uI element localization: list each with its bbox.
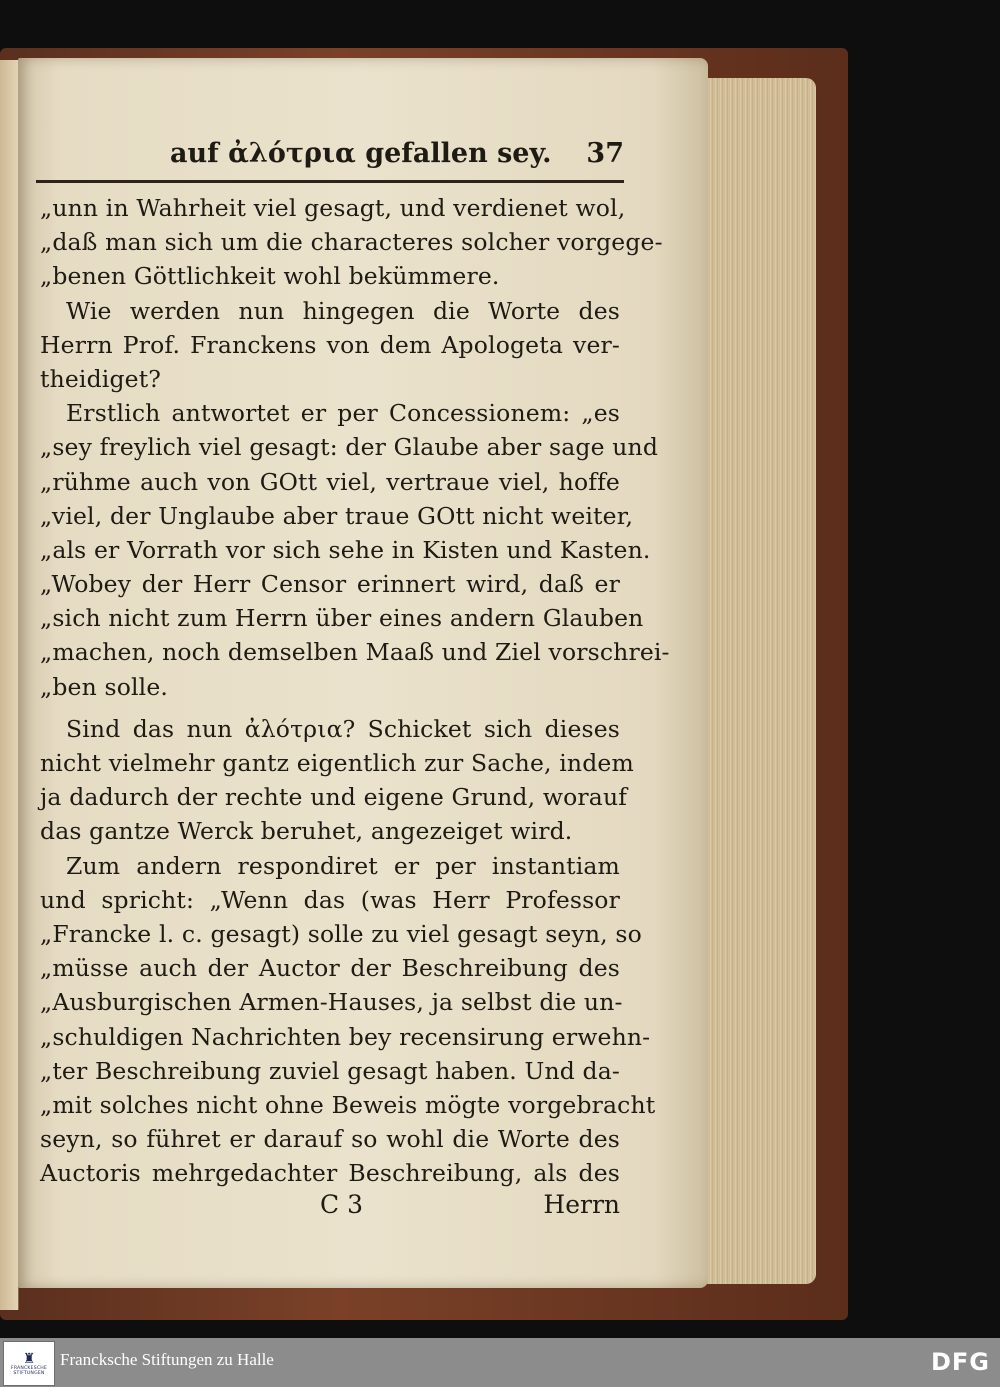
- text-line: „daß man sich um die characteres solcher vorgege-: [40, 228, 663, 257]
- text-line: „sich nicht zum Herrn über eines andern Glauben: [40, 604, 644, 633]
- text-lines: [40, 191, 670, 1190]
- text-line: Auctoris mehrgedachter Beschreibung, als des: [40, 1159, 620, 1188]
- text-line: „ben solle.: [40, 672, 168, 701]
- text-line: „Wobey der Herr Censor erinnert wird, daß er: [40, 570, 620, 599]
- text-line: ja dadurch der rechte und eigene Grund, worauf: [40, 783, 628, 812]
- running-head: [40, 138, 624, 180]
- footer-bar: [0, 1338, 1000, 1387]
- text-line: Zum andern respondiret er per instantiam: [66, 851, 620, 880]
- institution-name[interactable]: Francksche Stiftungen zu Halle: [60, 1350, 274, 1369]
- text-line: „sey freylich viel gesagt: der Glaube aber sage und: [40, 433, 659, 462]
- institution-logo[interactable]: [3, 1341, 55, 1386]
- page-block-edge: [702, 78, 816, 1284]
- text-line: „unn in Wahrheit viel gesagt, und verdienet wol,: [40, 194, 626, 222]
- dfg-logo[interactable]: DFG: [930, 1348, 990, 1376]
- text-line: „viel, der Unglaube aber traue GOtt nicht weiter,: [40, 501, 634, 530]
- text-line: „Ausburgischen Armen-Hauses, ja selbst die un-: [40, 988, 623, 1017]
- text-line: Herrn Prof. Franckens von dem Apologeta ver-: [40, 330, 620, 359]
- page-number: 37: [586, 138, 624, 169]
- text-line: seyn, so führet er darauf so wohl die Worte des: [40, 1125, 620, 1154]
- text-line: „benen Göttlichkeit wohl bekümmere.: [40, 262, 500, 291]
- text-line: „ter Beschreibung zuviel gesagt haben. Und da-: [40, 1056, 620, 1085]
- page-text: [40, 138, 670, 1230]
- running-title: auf ἀλότρια gefallen sey.: [170, 138, 552, 169]
- building-icon: ♜: [22, 1350, 36, 1367]
- left-page-edge: [0, 60, 19, 1310]
- text-line: „Francke l. c. gesagt) solle zu viel gesagt seyn, so: [40, 919, 642, 948]
- text-line: „müsse auch der Auctor der Beschreibung des: [40, 954, 620, 983]
- text-line: Sind das nun ἀλότρια? Schicket sich dieses: [66, 714, 620, 743]
- signature-mark: C 3: [320, 1190, 363, 1220]
- text-line: „schuldigen Nachrichten bey recensirung erwehn-: [40, 1022, 651, 1051]
- text-line: „als er Vorrath vor sich sehe in Kisten und Kasten.: [40, 535, 651, 564]
- text-line: das gantze Werck beruhet, angezeiget wird.: [40, 817, 573, 846]
- catchword: Herrn: [543, 1190, 620, 1220]
- text-line: theidiget?: [40, 364, 162, 393]
- header-rule: [36, 180, 624, 183]
- text-line: „mit solches nicht ohne Beweis mögte vorgebracht: [40, 1090, 656, 1119]
- text-line: „machen, noch demselben Maaß und Ziel vorschrei-: [40, 638, 670, 667]
- text-line: nicht vielmehr gantz eigentlich zur Sache, indem: [40, 749, 634, 777]
- text-line: „rühme auch von GOtt viel, vertraue viel, hoffe: [40, 467, 620, 496]
- text-line: und spricht: „Wenn das (was Herr Professor: [40, 885, 620, 914]
- logo-text: FRANCKESCHE STIFTUNGEN: [10, 1365, 48, 1376]
- text-line: Wie werden nun hingegen die Worte des: [66, 296, 620, 325]
- page-footer: [40, 1190, 620, 1230]
- text-line: Erstlich antwortet er per Concessionem: „es: [66, 399, 620, 428]
